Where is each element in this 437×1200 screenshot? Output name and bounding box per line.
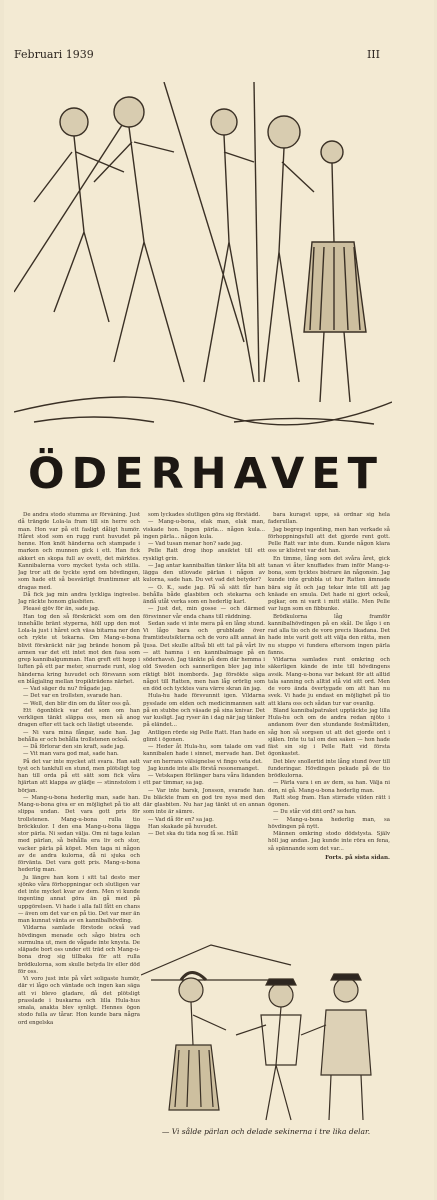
paragraph: Ratt steg fram. Han stirrade vilden rätt i ögonen.	[268, 794, 390, 808]
page-number: III	[366, 48, 380, 61]
paragraph: På det var inte mycket att svara. Han satt tyst och tankfull en stund, men plötsligt tog han till orda på ett sätt som fick våra hjärtan att klappa av glädje — stinnstolom i början.	[18, 758, 140, 794]
paragraph: — Vetskapen förlänger bara våra lidanden ett par timmar, sa jag.	[143, 773, 265, 787]
paragraph: Bland kannibalpatraket upptäckte jag lilla Hula-hu och om de andra redan njöto i andanom över den stundande festmåltiden, såg hon så sorgsen ut att det gjorde ont i själen. Inte tu tal om den saken — hon hade fäst sin sig i Pelle Ratt vid första ögonkastet.	[268, 707, 390, 758]
paragraph: — Mang-u-bona hederlig man, sade han. Mang-u-bona giva er en möjlighet på tio att slippa undan. Det vara gott pris för trollstenen. Mang-u-bona rulla tio bröckkulor. I den ena Mang-u-bona lägga stor pärla. Ni sedan välja. Om ni taga kulan med pärlan, så behålla era liv och stor, vacker pärla på köpet. Men taga ni någon av de andra kulorna, då ni sjuka och förvänta. Det vara gott pris. Mang-u-bona hederlig man.	[18, 794, 140, 874]
continuation-note: Forts. på sista sidan.	[325, 854, 390, 861]
paragraph: — Vad tusan menar hon? sade jag.	[148, 541, 243, 547]
paragraph: — Var inte barsk, Jonsson, svarade han. Du bläckte fram en god tre nyss med den där glasbiten. Nu har jag tänkt ut en annan som inte är sämre.	[143, 787, 265, 816]
paragraph: — Well, den blir din om du låter oss gå.	[23, 700, 131, 707]
magazine-page	[4, 0, 434, 1200]
paragraph: Brödkulorna låg framför kannibalhövdingen på en skål. De lågo i en rad alla tio och de voro precis likadana. Det hade inte varit gott att välja den rätta, men nu stuppo vi fundera eftersom ingen pärla fanns.	[268, 613, 390, 656]
paragraph: — Mang-u-bona, elak man, elak man, viskade hon. Ingen pärla... någon kula... ingen pärla... någon kula.	[143, 519, 265, 540]
paragraph: — Heder åt Hula-hu, som talade om vad kannibalen hade i sinnet, mervade han. Det var en herrans välsignelse vi fingo veta det.	[143, 744, 265, 765]
paragraph: — Det var en trollsten, svarade han.	[23, 693, 122, 700]
paragraph: Det blev snollertid inte lång stund över till funderingar. Hövdingen pekade på de tio brödkulorna.	[268, 758, 390, 779]
paragraph: Hula-hu hade försvunnit igen. Vildarna pysslade om elden och medicinmannen satt på en stubbe och väsade på sina knivar. Det var kusligt. Jag ryser än i dag när jag tänker på eländet...	[143, 693, 265, 729]
paragraph: Vi voro just inte på vårt soligaste humör, där vi lågo och väntade och ingen kan säga att vi blevo gladare, då det plötsligt prasslade i buskarna och lilla Hula-hus smala, anakta blev synligt. Hennes ögon stodo fulla av tårar. Hon kunde bara några ord engelska	[18, 976, 140, 1026]
paragraph: Sedan sade vi inte mera på en lång stund. Vi lågo bara och grubblade över framtidsutsikterna och de voro allt annat än ljusa. Det skulle alltså bli ett tal på vårt liv — att hamna i en kannibalmage på en söderhavsö. Jag tänkte på dem där hemma i old Sweden och sannerligen blev jag inte riktigt blöt inombords. Jag försökte säga något till Ratten, men han låg orörlig som en död och tycktes vara värre skran än jag.	[143, 620, 265, 692]
paragraph: Pleasé gjöv för än, sade jag.	[23, 606, 100, 613]
paragraph: Männen omkring stodo dödstysta. Själv höll jag andan. Jag kunde inte röra en fena, så spännande som det var...	[268, 831, 390, 852]
paragraph: Pelle Ratt drog ihop ansiktet till ett ryskligt grin.	[143, 548, 265, 562]
paragraph: — Du står vid ditt ord? sa han.	[273, 809, 357, 816]
paragraph: Vildarna samlade förstode också vad hövdingen menade och sågo bistra och surmulna ut, men de vågade inte knysta. De släpade bort oss under ett träd och Mang-u-bona drog sig tillbaka för att rulla brödkulorna, som skulle betyda liv eller död för oss.	[18, 925, 140, 975]
paragraph: — O. K., sade jag. På så sätt får han behålla både glasbiten och stekarna och ändå utåt verka som en hederlig karl.	[143, 584, 265, 605]
paragraph: Ett ögonblick var det som om han verkligen tänkt släppa oss, men så anog dragen efter ett tack och lästigt utseende.	[18, 707, 140, 729]
paragraph: — Pärla vara i en av dem, sa han. Välja ni den, ni gå. Mang-u-bona hederlig man.	[268, 780, 390, 794]
illustration-caption: — Vi sålde pärlan och delade sekinerna i tre lika delar.	[161, 1127, 371, 1136]
paragraph: — Då förlorar den sin kraft, sade jag.	[23, 744, 125, 750]
paragraph: — Ni vara mina fångar, sade han. Jag behålla er och behålla trollstenen också.	[18, 729, 140, 743]
paragraph: som lyckades slutligen göra sig förstådd.	[148, 512, 261, 518]
paragraph: Ju längre han kom i sitt tal desto mer sjönko våra förhoppningar och slutligen var det inte mycket kvar av dem. Men vi kunde ingenting annat göra än gå med på uppgörelsen. Vi hade i alla fall fått en chans — även om det var en på tio. Det var mer än man kunnat vänta av en kannibalhövding.	[18, 874, 140, 924]
paragraph: Vildarna samlades runt omkring och säkerligen kände de inte till hövdingens avsik. Mang-u-bona var bekant för att alltid tala sanning och alltid stå vid sitt ord. Men de voro ända övertygade om att han nu svek. Vi hade ju endast en möjlighet på tio att klara oss och sådan tur var ovanlig.	[268, 657, 390, 707]
paragraph: De andra stodo stumma av förvåning. Just då trängde Lola-la fram till sin herre och man. Hon var på ett fasligt dåligt humör. Håret stod som en rugg runt huvudet på henne. Hon knöt händerna och stampade i marken och munnen gick i ett. Han fick akkert en skopa full av ovett, det märktes. Kannibalerna voro mycket tysta och stilla. Jag tror att de tyckte synd om hövdingen, som hade ett så besvärligt fruntimmer att dragas med.	[18, 512, 140, 591]
paragraph: En timme, lång som det svåra året, gick tanan vi åter knuffades fram inför Mang-u-bona, som tycktes bistrare än någonsin. Jag kunde inte grubbla ut hur Ratten ämnade bära sig åt och jag tekar inte till att jag knäade en smula. Det hade ni gjort också, pojkar, om ni varit i mitt ställe. Men Pelle var lugn som en fibbunke.	[268, 555, 390, 613]
paragraph: Jag begrep ingenting, men han verkade så förhoppningsfull att det gjorde rent gott. Pelle Ratt var inte dum. Kunde någon klara oss ur klistret var det han.	[268, 526, 390, 555]
trade-scene-illustration	[141, 935, 391, 1125]
story-title: ÖDERHAVET	[27, 449, 385, 499]
paragraph: Han tog den så förskräckt som om den innehålle bränt styperna, höll upp den mot Lola-la just i håret och väsa bitarna ner den och rykte ut tekarna. Om Mang-u-bona blivit förskräckt när jag brände honom på armen var det ett intet mot den fasa som grep kannibalgumman. Han greft ett hopp i luften på ett par meter, snurrade runt, slog händerna kring huvudet och försvann som en blågjaling mellan tropikträdens närhet.	[18, 613, 140, 685]
paragraph: — Just det, min gosse — och därmed försvinner vår enda chans till räddning.	[143, 606, 265, 620]
paragraph: — Mang-u-bona hederlig man, sa hövdingen på nytt.	[268, 816, 390, 830]
paragraph: Antligen rörde sig Pelle Ratt. Han hade en glimt i ögonen.	[143, 729, 265, 743]
article-column-1	[18, 512, 140, 1200]
issue-date: Februari 1939	[14, 48, 94, 61]
paragraph: Då fick jag min andra lyckliga ingivelse. Jag räckte honom glasbiten.	[18, 591, 140, 605]
paragraph: bara kuragst uppe, så ordnar sig hela faderullan.	[268, 512, 390, 526]
paragraph: Jag kunde inte alls förstå resonemanget.	[148, 765, 259, 772]
article-column-2	[143, 512, 265, 930]
paragraph: — Vad säger du nu? frågade jag.	[23, 686, 112, 692]
paragraph: — Jag antar kannibalfan tänker låta bli att lägga den utlovade pärlan i någon av kulorna, sade han. Du vet vad det betyder?	[143, 562, 265, 584]
page-header	[14, 48, 380, 64]
cannibals-illustration	[14, 82, 392, 432]
paragraph: — Vad då för en? sa jag.	[148, 816, 214, 823]
paragraph: — Det ska du tida nog få se. Håll	[148, 831, 238, 837]
paragraph: Han skakade på huvudet.	[148, 823, 218, 830]
article-column-3	[268, 512, 390, 930]
paragraph: — Vit man vara god mat, sade han.	[23, 751, 119, 758]
